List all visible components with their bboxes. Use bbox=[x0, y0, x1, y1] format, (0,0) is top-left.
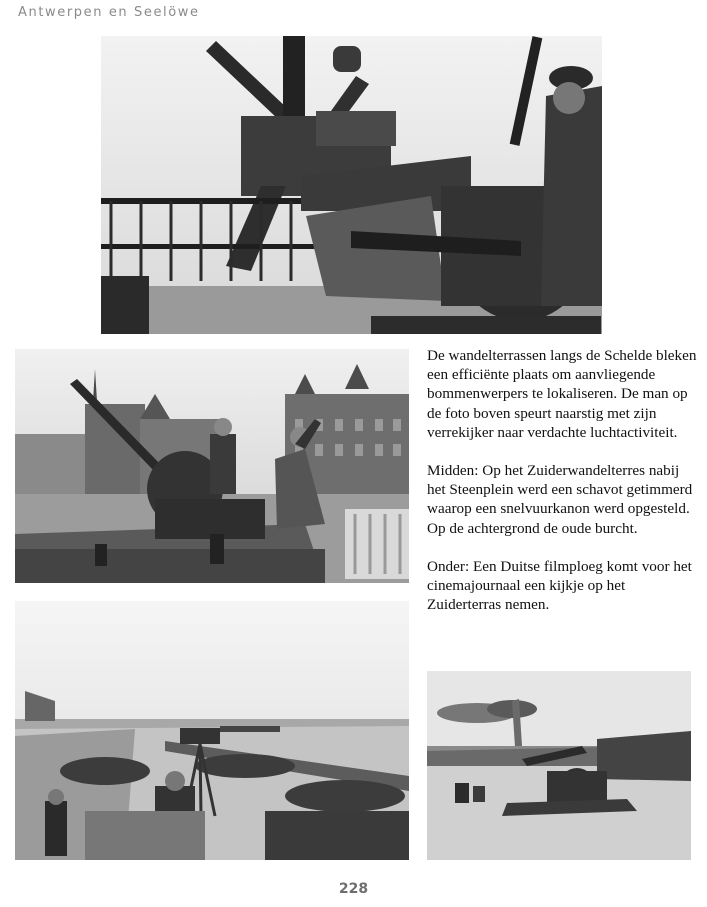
caption-paragraph-bottom: Onder: Een Duitse filmploeg komt voor het cinemajournaal een kijkje op het Zuiderterras nemen. bbox=[427, 557, 692, 614]
page-number: 228 bbox=[338, 881, 369, 897]
caption-paragraph-top: De wandelterrassen langs de Schelde bleken een efficiënte plaats om aanvliegende bommenwerpers te lokaliseren. De man op de foto boven speurt naarstig met zijn verrekijker naar verdachte luchtactiviteit. bbox=[427, 347, 697, 441]
photo-film-crew-terrace bbox=[15, 601, 409, 860]
caption-paragraph-middle: Midden: Op het Zuiderwandelterres nabij het Steenplein werd een schavot getimmerd waarop een snelvuurkanon werd opgesteld. Op de achtergrond de oude burcht. bbox=[427, 462, 693, 537]
photo-terrace-gun-smoke bbox=[427, 671, 691, 860]
photo-crane-flak-gun bbox=[101, 36, 602, 334]
photo-caption bbox=[427, 346, 697, 633]
photo-steenplein-gun-platform bbox=[15, 349, 409, 583]
running-head: Antwerpen en Seelöwe bbox=[18, 5, 200, 20]
